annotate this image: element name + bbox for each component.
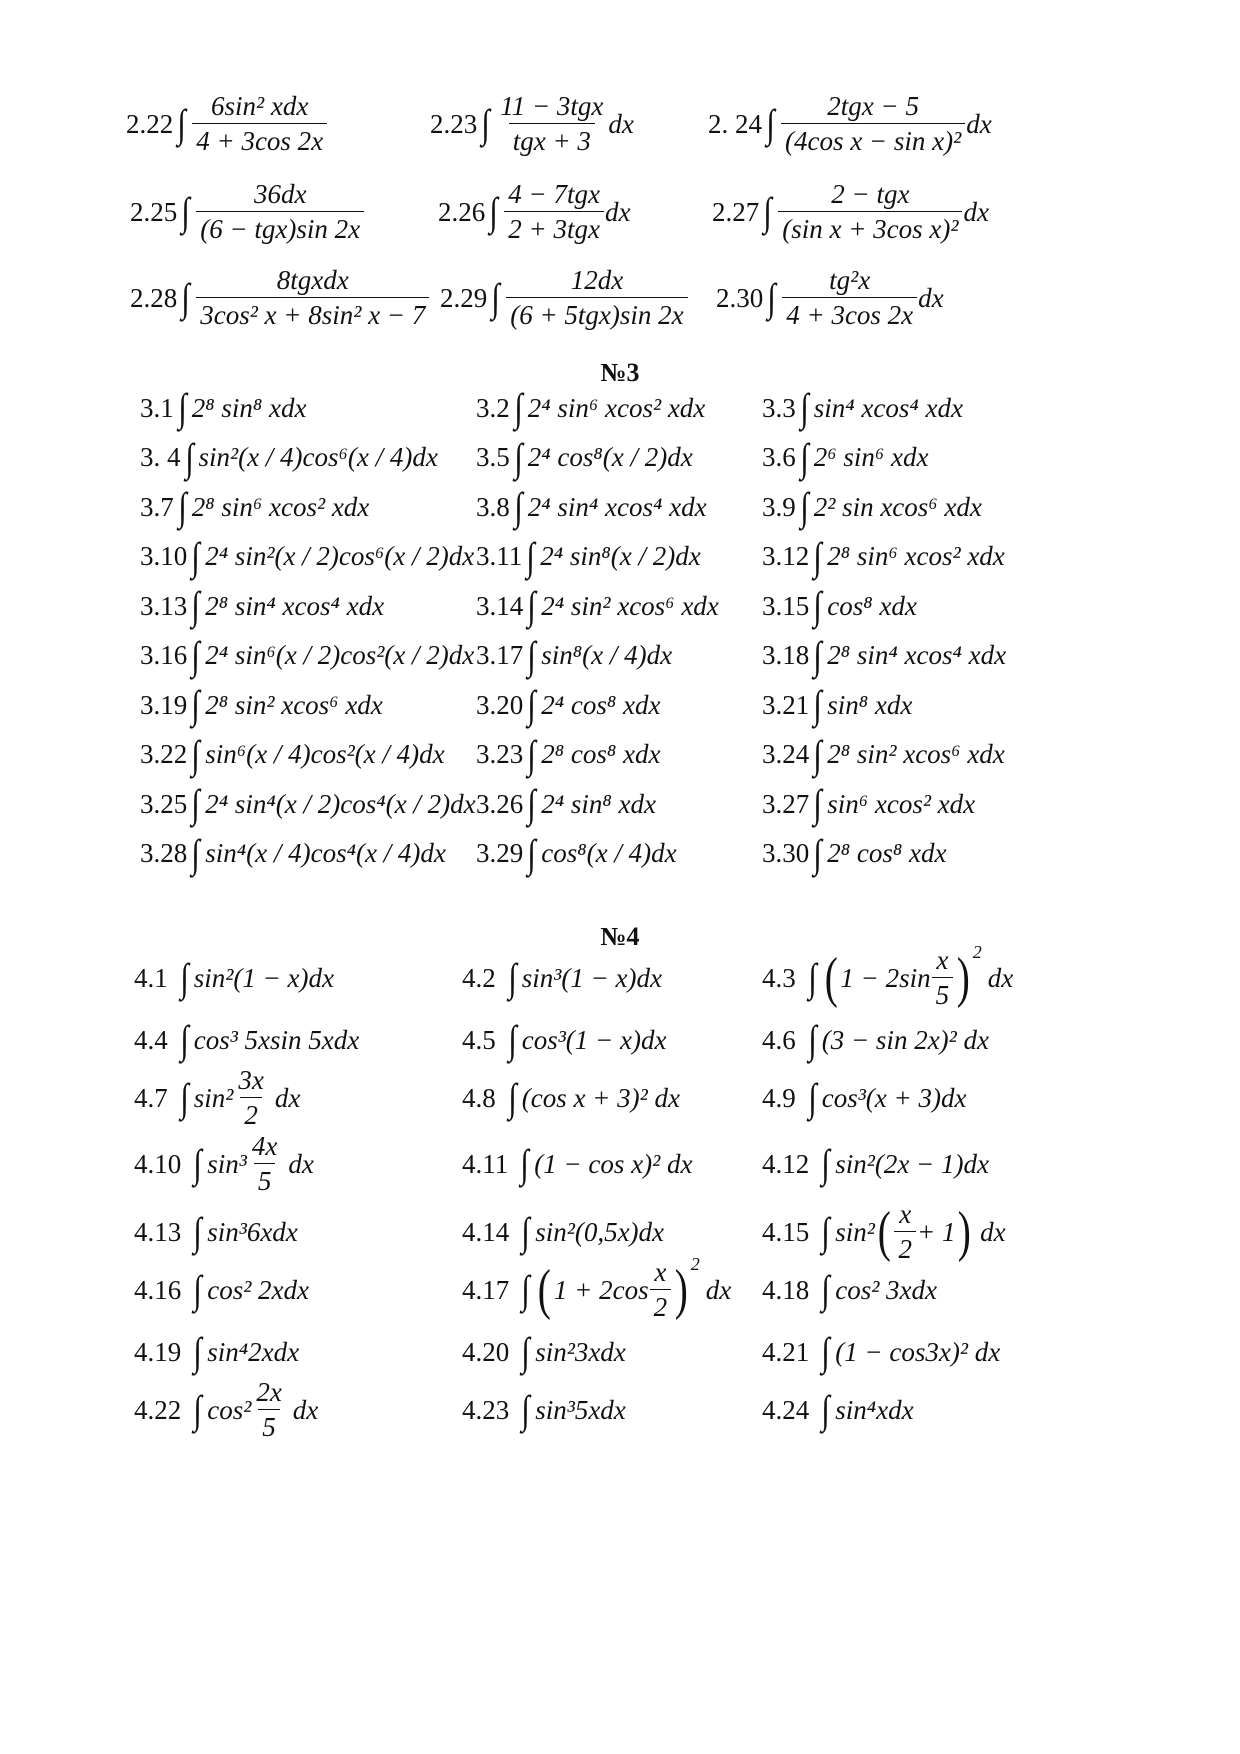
integrand: 2⁸ sin⁶ xcos² xdx <box>827 541 1005 571</box>
problem-3-9: 3.9 ∫ 2² sin xcos⁶ xdx <box>762 484 982 529</box>
problem-3-19: 3.19 ∫ 2⁸ sin² xcos⁶ xdx <box>140 682 383 727</box>
integral-sign: ∫ <box>521 1267 531 1312</box>
integral-sign: ∫ <box>813 632 823 678</box>
integral-sign: ∫ <box>193 1209 203 1254</box>
problem-4-10: 4.10 ∫ sin³ $\frac{4x}{5}$ dx <box>134 1131 314 1196</box>
integral-sign: ∫ <box>807 1075 817 1120</box>
integrand: 2⁸ cos⁸ xdx <box>827 838 947 868</box>
fraction: $\frac{\text{tg²x}}{4 + 3\cos 2x}$ <box>782 267 917 329</box>
fraction: $\frac{4x}{5}$ <box>251 1131 278 1196</box>
integral-sign: ∫ <box>527 682 537 727</box>
problem-4-9: 4.9 ∫ cos³(x + 3)dx <box>762 1075 967 1120</box>
integral-sign: ∫ <box>177 385 187 430</box>
integral-sign: ∫ <box>799 484 809 529</box>
integrand: 2⁴ sin²(x / 2)cos⁶(x / 2)dx <box>205 541 475 571</box>
integrand: sin²(2x − 1)dx <box>835 1148 989 1179</box>
problem-3-3: 3.3 ∫ sin⁴ xcos⁴ xdx <box>762 385 963 430</box>
integral-sign: ∫ <box>527 632 537 678</box>
integrand: 2⁴ sin⁸(x / 2)dx <box>540 541 701 571</box>
problem-3-16: 3.16 ∫ 2⁴ sin⁶(x / 2)cos²(x / 2)dx <box>140 632 475 678</box>
fraction: $\frac{x}{5}$ <box>932 947 954 1009</box>
integrand: sin⁴2xdx <box>207 1336 300 1367</box>
problem-4-8: 4.8 ∫ (cos x + 3)² dx <box>462 1075 680 1120</box>
integral-sign: ∫ <box>813 830 823 876</box>
problem-3-14: 3.14 ∫ 2⁴ sin² xcos⁶ xdx <box>476 583 719 628</box>
integrand: 2⁸ cos⁸ xdx <box>541 739 661 769</box>
problem-4-7: 4.7 ∫ sin² $\frac{3x}{2}$ dx <box>134 1065 301 1130</box>
integral-sign: ∫ <box>489 189 499 234</box>
integral-sign: ∫ <box>507 1075 517 1120</box>
integral-sign: ∫ <box>813 583 823 628</box>
problem-4-16: 4.16 ∫ cos² 2xdx <box>134 1267 310 1312</box>
integrand: cos³(x + 3)dx <box>821 1082 967 1113</box>
integral-sign: ∫ <box>177 101 187 146</box>
integral-sign: ∫ <box>191 583 201 628</box>
integrand: cos⁸(x / 4)dx <box>541 838 677 868</box>
integral-sign: ∫ <box>181 189 191 234</box>
left-paren: ( <box>877 1201 891 1263</box>
right-paren: ) <box>956 947 970 1009</box>
problem-3-13: 3.13 ∫ 2⁸ sin⁴ xcos⁴ xdx <box>140 583 385 628</box>
problem-3-29: 3.29 ∫ cos⁸(x / 4)dx <box>476 830 677 876</box>
integrand: sin³ $\frac{4x}{5}$ dx <box>207 1131 314 1196</box>
integral-sign: ∫ <box>807 1017 817 1062</box>
problem-4-13: 4.13 ∫ sin³6xdx <box>134 1209 298 1254</box>
problem-2-27: 2.27 ∫ $\frac{\text{2 − tgx}}{\text{(sin x + 3cos x)²}}$ dx <box>712 179 989 244</box>
problem-2-24: 2. 24 ∫ $\frac{\text{2tgx − 5}}{\text{(4cos x − sin x)²}}$ dx <box>708 91 992 156</box>
fraction: $\frac{\text{2tgx − 5}}{\text{(4cos x − sin x)²}}$ <box>781 93 965 155</box>
integral-sign: ∫ <box>191 533 201 579</box>
integrand: sin³6xdx <box>207 1216 298 1247</box>
problem-4-23: 4.23 ∫ sin³5xdx <box>462 1387 626 1432</box>
integrand: sin²(0,5x)dx <box>535 1216 665 1247</box>
integral-sign: ∫ <box>179 955 189 1000</box>
integrand: 2⁴ sin⁴(x / 2)cos⁴(x / 2)dx <box>205 788 476 819</box>
integral-sign: ∫ <box>763 189 773 234</box>
integral-sign: ∫ <box>177 484 187 529</box>
integrand: sin³(1 − x)dx <box>521 962 662 993</box>
problem-2-22: 2.22 ∫ $\frac{\text{6sin² xdx}}{4 + 3\cos 2x}$ <box>126 84 328 164</box>
fraction: $\frac{\text{8tgxdx}}{\text{3cos² x + 8sin² x − 7}}$ <box>196 267 429 329</box>
integrand: 2² sin xcos⁶ xdx <box>813 491 982 522</box>
integral-sign: ∫ <box>813 533 823 579</box>
problem-4-20: 4.20 ∫ sin²3xdx <box>462 1329 626 1374</box>
integrand: sin⁶ xcos² xdx <box>827 788 976 819</box>
integrand: (1 − cos3x)² dx <box>835 1336 1001 1367</box>
integrand: 2⁸ sin⁸ xdx <box>191 392 307 423</box>
integrand: sin²(1 − x)dx <box>193 962 334 993</box>
problem-4-15: 4.15 ∫ sin² ( $\frac{x}{2}$ + 1 ) dx <box>762 1199 1006 1264</box>
integral-sign: ∫ <box>799 385 809 430</box>
integrand: 2⁴ sin⁶(x / 2)cos²(x / 2)dx <box>205 640 475 670</box>
integral-sign: ∫ <box>513 434 523 480</box>
problem-4-12: 4.12 ∫ sin²(2x − 1)dx <box>762 1141 989 1186</box>
integral-sign: ∫ <box>813 781 823 826</box>
fraction: $\frac{\text{6sin² xdx}}{4 + 3\cos 2x}$ <box>192 93 327 155</box>
problem-4-1: 4.1 ∫ sin²(1 − x)dx <box>134 955 334 1000</box>
integrand: sin⁴(x / 4)cos⁴(x / 4)dx <box>205 838 446 868</box>
integral-sign: ∫ <box>513 385 523 430</box>
integral-sign: ∫ <box>191 682 201 727</box>
integrand: cos³ 5xsin 5xdx <box>193 1024 360 1055</box>
problem-2-29: 2.29 ∫ $\frac{12dx}{\text{(6 + 5tgx)sin 2x}}$ <box>440 258 689 338</box>
problem-2-30: 2.30 ∫ $\frac{\text{tg²x}}{4 + 3\cos 2x}$ dx <box>716 265 944 330</box>
problem-3-18: 3.18 ∫ 2⁸ sin⁴ xcos⁴ xdx <box>762 632 1007 678</box>
integral-sign: ∫ <box>507 955 517 1000</box>
integrand: sin⁴ xcos⁴ xdx <box>813 392 963 423</box>
fraction: $\frac{\text{4 − 7tgx}}{\text{2 + 3tgx}}$ <box>504 181 604 243</box>
integrand: 2⁴ sin⁸ xdx <box>541 788 656 819</box>
problem-3-26: 3.26 ∫ 2⁴ sin⁸ xdx <box>476 781 656 826</box>
integral-sign: ∫ <box>191 632 201 678</box>
problem-3-12: 3.12 ∫ 2⁸ sin⁶ xcos² xdx <box>762 533 1005 579</box>
problem-4-17: 4.17 ∫ ( 1 + 2cos $\frac{x}{2}$ ) 2 dx <box>462 1254 732 1322</box>
problem-3-21: 3.21 ∫ sin⁸ xdx <box>762 682 913 727</box>
problem-3-27: 3.27 ∫ sin⁶ xcos² xdx <box>762 781 976 826</box>
problem-4-14: 4.14 ∫ sin²(0,5x)dx <box>462 1209 665 1254</box>
problem-4-21: 4.21 ∫ (1 − cos3x)² dx <box>762 1329 1001 1374</box>
integral-sign: ∫ <box>191 830 201 876</box>
integral-sign: ∫ <box>193 1141 203 1186</box>
integral-sign: ∫ <box>193 1387 203 1432</box>
fraction: $\frac{\text{2 − tgx}}{\text{(sin x + 3cos x)²}}$ <box>778 181 962 243</box>
right-paren: ) <box>674 1259 688 1321</box>
integrand: ( 1 − 2sin $\frac{x}{5}$ ) 2 dx <box>824 942 1014 1010</box>
integral-sign: ∫ <box>821 1141 831 1186</box>
integral-sign: ∫ <box>193 1329 203 1374</box>
integral-sign: ∫ <box>521 1387 531 1432</box>
problem-3-23: 3.23 ∫ 2⁸ cos⁸ xdx <box>476 731 661 777</box>
fraction: $\frac{x}{2}$ <box>650 1259 672 1321</box>
problem-4-24: 4.24 ∫ sin⁴xdx <box>762 1387 914 1432</box>
problem-3-7: 3.7 ∫ 2⁸ sin⁶ xcos² xdx <box>140 484 370 529</box>
fraction: $\frac{36dx}{\text{(6 − tgx)sin 2x}}$ <box>196 181 364 243</box>
integrand: 2⁴ sin⁴ xcos⁴ xdx <box>527 491 707 522</box>
problem-4-2: 4.2 ∫ sin³(1 − x)dx <box>462 955 662 1000</box>
problem-3-17: 3.17 ∫ sin⁸(x / 4)dx <box>476 632 673 678</box>
integral-sign: ∫ <box>520 1141 530 1186</box>
integrand: 2⁸ sin⁴ xcos⁴ xdx <box>205 590 385 621</box>
integral-sign: ∫ <box>521 1329 531 1374</box>
fraction: $\frac{12dx}{\text{(6 + 5tgx)sin 2x}}$ <box>506 267 687 329</box>
integral-sign: ∫ <box>821 1267 831 1312</box>
integral-sign: ∫ <box>821 1329 831 1374</box>
integral-sign: ∫ <box>527 830 537 876</box>
section-heading-4: №4 <box>600 922 640 951</box>
integrand: cos² 3xdx <box>835 1274 938 1305</box>
problem-4-22: 4.22 ∫ cos² $\frac{2x}{5}$ dx <box>134 1377 319 1442</box>
integral-sign: ∫ <box>193 1267 203 1312</box>
integrand: sin²3xdx <box>535 1336 626 1367</box>
integral-sign: ∫ <box>813 731 823 777</box>
integrand: 2⁴ cos⁸(x / 2)dx <box>527 442 693 472</box>
problem-4-3: 4.3 ∫ ( 1 − 2sin $\frac{x}{5}$ ) 2 dx <box>762 942 1014 1010</box>
problem-4-18: 4.18 ∫ cos² 3xdx <box>762 1267 938 1312</box>
problem-3-24: 3.24 ∫ 2⁸ sin² xcos⁶ xdx <box>762 731 1005 777</box>
integral-sign: ∫ <box>507 1017 517 1062</box>
fraction: $\frac{x}{2}$ <box>894 1201 916 1263</box>
integrand: cos⁸ xdx <box>827 590 917 621</box>
problem-3-8: 3.8 ∫ 2⁴ sin⁴ xcos⁴ xdx <box>476 484 707 529</box>
problem-3-25: 3.25 ∫ 2⁴ sin⁴(x / 2)cos⁴(x / 2)dx <box>140 781 476 826</box>
integral-sign: ∫ <box>481 101 491 146</box>
integral-sign: ∫ <box>521 1209 531 1254</box>
section-heading-3: №3 <box>600 358 640 387</box>
integrand: sin⁸(x / 4)dx <box>541 640 673 670</box>
problem-4-19: 4.19 ∫ sin⁴2xdx <box>134 1329 300 1374</box>
integral-sign: ∫ <box>191 731 201 777</box>
integrand: sin⁶(x / 4)cos²(x / 4)dx <box>205 739 445 769</box>
problem-3-20: 3.20 ∫ 2⁴ cos⁸ xdx <box>476 682 661 727</box>
problem-2-25: 2.25 ∫ $\frac{36dx}{\text{(6 − tgx)sin 2x}}$ <box>130 172 365 252</box>
integral-sign: ∫ <box>527 731 537 777</box>
integral-sign: ∫ <box>821 1387 831 1432</box>
problem-2-23: 2.23 ∫ $\frac{\text{11 − 3tgx}}{\text{tgx + 3}}$ dx <box>430 91 634 156</box>
integrand: 2⁴ cos⁸ xdx <box>541 689 661 720</box>
problem-3-28: 3.28 ∫ sin⁴(x / 4)cos⁴(x / 4)dx <box>140 830 446 876</box>
problem-2-26: 2.26 ∫ $\frac{\text{4 − 7tgx}}{\text{2 + 3tgx}}$ dx <box>438 179 631 244</box>
integrand: 2⁴ sin⁶ xcos² xdx <box>527 392 706 423</box>
integrand: 2⁸ sin⁶ xcos² xdx <box>191 491 370 522</box>
exponent: 2 <box>972 942 982 962</box>
problem-3-30: 3.30 ∫ 2⁸ cos⁸ xdx <box>762 830 947 876</box>
integrand: 2⁸ sin² xcos⁶ xdx <box>827 739 1005 769</box>
right-paren: ) <box>958 1201 972 1263</box>
problem-3-22: 3.22 ∫ sin⁶(x / 4)cos²(x / 4)dx <box>140 731 445 777</box>
problem-3-1: 3.1 ∫ 2⁸ sin⁸ xdx <box>140 385 307 430</box>
integrand: sin²(x / 4)cos⁶(x / 4)dx <box>198 442 438 472</box>
fraction: $\frac{2x}{5}$ <box>256 1377 282 1442</box>
integral-sign: ∫ <box>179 1075 189 1120</box>
integrand: 2⁶ sin⁶ xdx <box>813 442 929 472</box>
left-paren: ( <box>824 947 838 1009</box>
integral-sign: ∫ <box>766 101 775 146</box>
integral-sign: ∫ <box>527 583 537 628</box>
integrand: sin⁴xdx <box>835 1394 914 1425</box>
integrand: sin² ( $\frac{x}{2}$ + 1 ) dx <box>835 1199 1006 1264</box>
fraction: $\frac{\text{11 − 3tgx}}{\text{tgx + 3}}$ <box>500 91 604 156</box>
exponent: 2 <box>690 1254 700 1274</box>
integrand: sin² $\frac{3x}{2}$ dx <box>193 1065 301 1130</box>
integral-sign: ∫ <box>813 682 823 727</box>
integral-sign: ∫ <box>179 1017 189 1062</box>
integrand: (1 − cos x)² dx <box>534 1148 693 1179</box>
integral-sign: ∫ <box>184 434 194 480</box>
integrand: (3 − sin 2x)² dx <box>821 1024 989 1055</box>
problem-3-4: 3. 4 ∫ sin²(x / 4)cos⁶(x / 4)dx <box>140 434 438 480</box>
integrand: ( 1 + 2cos $\frac{x}{2}$ ) 2 dx <box>538 1254 732 1322</box>
integrand: sin⁸ xdx <box>827 689 913 720</box>
integral-sign: ∫ <box>491 275 501 320</box>
integral-sign: ∫ <box>526 533 536 579</box>
integrand: sin³5xdx <box>535 1394 626 1425</box>
integrand: 2⁸ sin² xcos⁶ xdx <box>205 689 383 720</box>
integral-sign: ∫ <box>799 434 809 480</box>
integral-sign: ∫ <box>181 275 191 320</box>
integral-sign: ∫ <box>527 781 537 826</box>
problem-3-10: 3.10 ∫ 2⁴ sin²(x / 2)cos⁶(x / 2)dx <box>140 533 475 579</box>
problem-3-5: 3.5 ∫ 2⁴ cos⁸(x / 2)dx <box>476 434 693 480</box>
integrand: (cos x + 3)² dx <box>521 1082 680 1113</box>
integral-sign: ∫ <box>821 1209 831 1254</box>
problem-3-11: 3.11 ∫ 2⁴ sin⁸(x / 2)dx <box>476 533 701 579</box>
problem-4-5: 4.5 ∫ cos³(1 − x)dx <box>462 1017 667 1062</box>
integrand: cos³(1 − x)dx <box>521 1024 667 1055</box>
fraction: $\frac{3x}{2}$ <box>238 1065 264 1130</box>
integral-sign: ∫ <box>513 484 523 529</box>
problem-4-6: 4.6 ∫ (3 − sin 2x)² dx <box>762 1017 989 1062</box>
problem-3-15: 3.15 ∫ cos⁸ xdx <box>762 583 917 628</box>
problem-2-28: 2.28 ∫ $\frac{\text{8tgxdx}}{\text{3cos² x + 8sin² x − 7}}$ <box>130 258 430 338</box>
problem-3-6: 3.6 ∫ 2⁶ sin⁶ xdx <box>762 434 929 480</box>
problem-4-4: 4.4 ∫ cos³ 5xsin 5xdx <box>134 1017 360 1062</box>
problem-3-2: 3.2 ∫ 2⁴ sin⁶ xcos² xdx <box>476 385 706 430</box>
integral-sign: ∫ <box>191 781 201 826</box>
integrand: cos² $\frac{2x}{5}$ dx <box>207 1377 319 1442</box>
problem-4-11: 4.11 ∫ (1 − cos x)² dx <box>462 1141 693 1186</box>
integrand: 2⁸ sin⁴ xcos⁴ xdx <box>827 640 1007 670</box>
integrand: cos² 2xdx <box>207 1274 310 1305</box>
integral-sign: ∫ <box>767 275 777 320</box>
integrand: 2⁴ sin² xcos⁶ xdx <box>541 590 719 621</box>
integral-sign: ∫ <box>807 955 817 1000</box>
left-paren: ( <box>538 1259 552 1321</box>
